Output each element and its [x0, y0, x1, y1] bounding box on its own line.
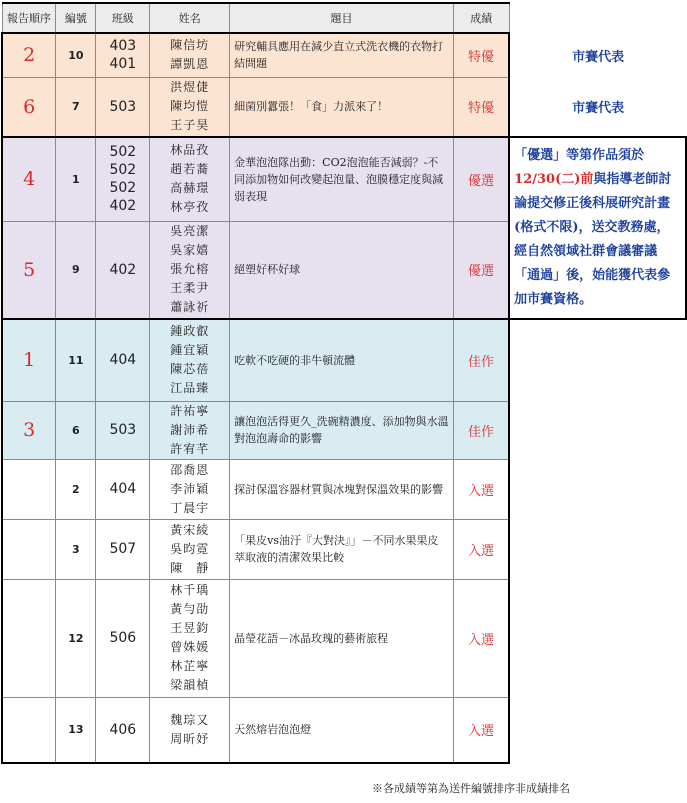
grade-cell: 入選: [453, 459, 509, 519]
line: 鍾政叡: [170, 324, 210, 339]
report-order: [2, 697, 56, 763]
results-table: [1, 2, 687, 764]
line: 邵喬恩: [170, 462, 210, 477]
line: 謝沛希: [170, 422, 210, 437]
topic-cell: 研究輔具應用在減少直立式洗衣機的衣物打結問題: [230, 33, 454, 77]
names-cell: [150, 33, 230, 77]
line: 蕭詠祈: [170, 300, 210, 315]
entry-number: 6: [56, 401, 96, 459]
names-cell: [150, 459, 230, 519]
line: 丁晨宇: [170, 500, 210, 515]
topic-cell: 絕塑好杯好球: [230, 221, 454, 319]
line: 鍾宜穎: [170, 343, 210, 358]
header-side-blank: [509, 3, 686, 33]
line: 黃勻劭: [170, 602, 210, 616]
class-cell: [96, 579, 150, 697]
side-blank: [509, 401, 686, 459]
report-order: 1: [2, 319, 56, 401]
line: 林千瑀: [170, 583, 210, 597]
line: 洪煜倢: [170, 80, 210, 95]
names-cell: [150, 221, 230, 319]
report-order: 2: [2, 33, 56, 77]
grade-cell: 入選: [453, 519, 509, 579]
city-representative-label: 市賽代表: [572, 49, 625, 65]
topic-cell: 「果皮vs油汙『大對決』」－不同水果果皮萃取液的清潔效果比較: [230, 519, 454, 579]
line: 吳昀霓: [170, 541, 210, 556]
entry-number: 3: [56, 519, 96, 579]
report-order: 4: [2, 137, 56, 221]
topic-cell: 吃軟不吃硬的非牛頓流體: [230, 319, 454, 401]
header-number: 編號: [56, 3, 96, 33]
class-cell: [96, 221, 150, 319]
line: 502: [109, 144, 137, 161]
table-row: [2, 319, 686, 401]
line: 503: [109, 98, 137, 115]
line: 502: [109, 162, 137, 179]
names-cell: [150, 137, 230, 221]
class-cell: [96, 319, 150, 401]
report-order: 3: [2, 401, 56, 459]
line: 梁韻楨: [170, 678, 210, 692]
class-cell: [96, 33, 150, 77]
line: 403: [109, 38, 137, 55]
grade-cell: 特優: [453, 33, 509, 77]
line: 譚凱恩: [170, 57, 210, 72]
report-order: 6: [2, 77, 56, 137]
class-cell: [96, 77, 150, 137]
header-grade: 成績: [453, 3, 509, 33]
grade-cell: 佳作: [453, 319, 509, 401]
line: 林品孜: [170, 143, 210, 158]
class-cell: [96, 401, 150, 459]
header-order: 報告順序: [2, 3, 56, 33]
grade-cell: 佳作: [453, 401, 509, 459]
topic-cell: 金華泡泡隊出動：CO2泡泡能否減弱？-不同添加物如何改變起泡量、泡膜穩定度與減弱表現: [230, 137, 454, 221]
line: 高赫璟: [170, 181, 210, 196]
header-names: 姓名: [150, 3, 230, 33]
class-cell: [96, 137, 150, 221]
grade-cell: 入選: [453, 697, 509, 763]
grade-cell: 特優: [453, 77, 509, 137]
line: 吳家嬉: [170, 243, 210, 258]
report-order: [2, 459, 56, 519]
line: 404: [109, 481, 137, 497]
grade-cell: 入選: [453, 579, 509, 697]
table-row: [2, 697, 686, 763]
side-blank: [509, 519, 686, 579]
names-cell: [150, 77, 230, 137]
line: 許祐寧: [170, 403, 210, 418]
report-order: [2, 519, 56, 579]
table-row: [2, 33, 686, 77]
line: 林芷寧: [170, 659, 210, 673]
line: 趙若蕎: [170, 162, 210, 177]
topic-cell: 天然熔岩泡泡燈: [230, 697, 454, 763]
grade-cell: 優選: [453, 221, 509, 319]
entry-number: 12: [56, 579, 96, 697]
line: 506: [109, 630, 137, 646]
header-row: [2, 3, 686, 33]
class-cell: [96, 697, 150, 763]
city-representative-label: 市賽代表: [572, 101, 625, 116]
entry-number: 10: [56, 33, 96, 77]
names-cell: [150, 579, 230, 697]
line: 王柔尹: [170, 281, 210, 296]
entry-number: 9: [56, 221, 96, 319]
line: 黃宋綾: [170, 522, 210, 537]
line: 503: [109, 422, 137, 438]
topic-cell: 讓泡泡活得更久_洗碗精濃度、添加物與水溫對泡泡壽命的影響: [230, 401, 454, 459]
line: 陳均愷: [170, 99, 210, 114]
class-cell: [96, 519, 150, 579]
report-order: 5: [2, 221, 56, 319]
entry-number: 11: [56, 319, 96, 401]
line: 江品臻: [170, 381, 210, 396]
side-blank: [509, 579, 686, 697]
line: 吳亮潔: [170, 224, 210, 239]
notice-part2: 與指導老師討論提交修正後科展研究計畫(格式不限)，送交教務處，經自然領域社群會議審議「通過」後，始能獲代表參加市賽資格。: [514, 172, 672, 307]
line: 曾姝媛: [170, 640, 210, 654]
line: 張允榕: [170, 262, 210, 277]
line: 李沛穎: [170, 481, 210, 496]
grade-cell: 優選: [453, 137, 509, 221]
notice-part1: 「優選」等第作品須於: [514, 148, 645, 163]
side-blank: [509, 319, 686, 401]
line: 許宥芊: [170, 441, 210, 456]
line: 周昕妤: [170, 731, 210, 746]
line: 林亭孜: [170, 200, 210, 215]
table-row: [2, 77, 686, 137]
table-row: [2, 519, 686, 579]
names-cell: [150, 519, 230, 579]
entry-number: 13: [56, 697, 96, 763]
line: 402: [109, 198, 137, 215]
names-cell: [150, 319, 230, 401]
class-cell: [96, 459, 150, 519]
table-row: [2, 401, 686, 459]
topic-cell: 探討保溫容器材質與冰塊對保溫效果的影響: [230, 459, 454, 519]
notice-date: 12/30(二)前: [514, 172, 594, 187]
line: 陳 靜: [170, 560, 210, 575]
table-row: [2, 137, 686, 221]
report-order: [2, 579, 56, 697]
table-row: [2, 459, 686, 519]
line: 王昱鈞: [170, 621, 210, 635]
line: 陳信坊: [170, 38, 210, 53]
line: 王子昊: [170, 118, 210, 133]
side-blank: [509, 459, 686, 519]
line: 魏琮又: [170, 712, 210, 727]
line: 陳芯蓓: [170, 362, 210, 377]
line: 402: [109, 261, 137, 278]
line: 502: [109, 180, 137, 197]
topic-cell: 細菌別囂張！「食」力派來了！: [230, 77, 454, 137]
names-cell: [150, 697, 230, 763]
line: 406: [109, 721, 137, 738]
line: 401: [109, 56, 137, 73]
entry-number: 2: [56, 459, 96, 519]
table-row: [2, 579, 686, 697]
notice-box: [509, 137, 686, 319]
line: 507: [109, 541, 137, 557]
topic-cell: 晶瑩花語－冰晶玫瑰的藝術旅程: [230, 579, 454, 697]
line: 404: [109, 352, 137, 369]
header-topic: 題目: [230, 3, 454, 33]
header-class: 班級: [96, 3, 150, 33]
entry-number: 1: [56, 137, 96, 221]
footnote: ※各成績等第為送件編號排序非成績排名: [372, 782, 570, 795]
entry-number: 7: [56, 77, 96, 137]
names-cell: [150, 401, 230, 459]
side-blank: [509, 697, 686, 763]
